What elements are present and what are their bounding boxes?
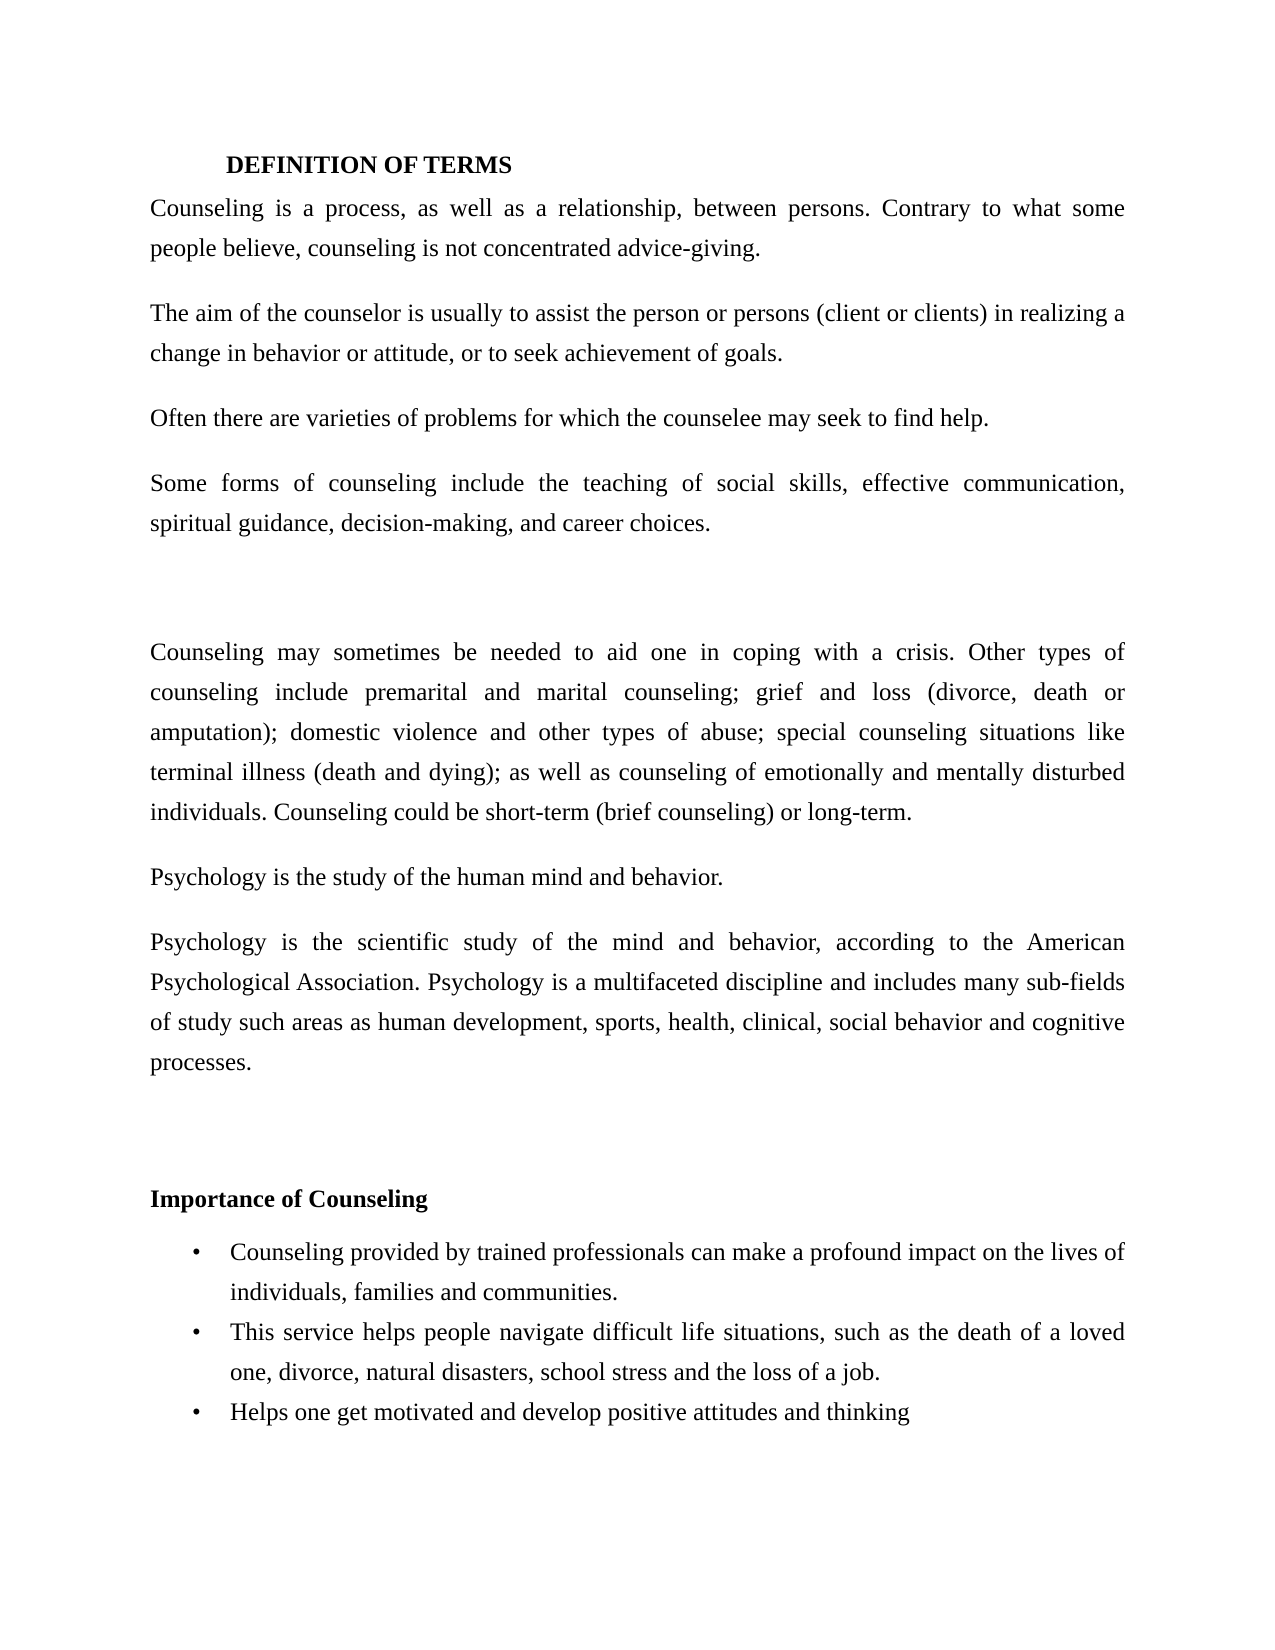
paragraph-counselor-aim: The aim of the counselor is usually to assist the person or persons (client or clients) in realizing a change in behavior or attitude, or to seek achievement of goals. [150,300,1125,367]
paragraph-counseling-crisis-types: Counseling may sometimes be needed to aid one in coping with a crisis. Other types of counseling include premarital and marital counseling; grief and loss (divorce, death or amputation); domestic violence and other types of abuse; special counseling situations like terminal illness (death and dying); as well as counseling of emotionally and mentally disturbed individuals. Counseling could be short-term (brief counseling) or long-term. [150,639,1125,826]
bullet-text-motivation-positive-attitudes: Helps one get motivated and develop positive attitudes and thinking [230,1399,910,1426]
paragraph-psychology-definition: Psychology is the study of the human mind and behavior. [150,864,724,891]
bullet-text-navigate-difficult-situations: This service helps people navigate difficult life situations, such as the death of a loved one, divorce, natural disasters, school stress and the loss of a job. [230,1319,1125,1386]
paragraph-varieties-of-problems: Often there are varieties of problems for which the counselee may seek to find help. [150,405,990,432]
bullet-icon: • [192,1239,201,1266]
paragraph-counseling-definition: Counseling is a process, as well as a relationship, between persons. Contrary to what some people believe, counseling is not concentrated advice-giving. [150,195,1125,262]
bullet-icon: • [192,1319,201,1346]
blank-line [150,569,1125,633]
paragraph-psychology-scientific-study: Psychology is the scientific study of the mind and behavior, according to the American Psychological Association. Psychology is a multifaceted discipline and includes many sub-fields of study such areas as human development, sports, health, clinical, social behavior and cognitive processes. [150,929,1125,1076]
section-heading-importance-of-counseling: Importance of Counseling [150,1186,428,1213]
bullet-text-trained-professionals: Counseling provided by trained professionals can make a profound impact on the lives of individuals, families and communities. [230,1239,1125,1306]
importance-bullet-list [150,1233,1125,1433]
blank-line [150,1108,1125,1180]
paragraph-forms-of-counseling: Some forms of counseling include the teaching of social skills, effective communication, spiritual guidance, decision-making, and career choices. [150,470,1125,537]
bullet-icon: • [192,1399,201,1426]
list-item [150,1393,1125,1433]
list-item [150,1233,1125,1313]
document-title: DEFINITION OF TERMS [226,152,513,179]
list-item [150,1313,1125,1393]
